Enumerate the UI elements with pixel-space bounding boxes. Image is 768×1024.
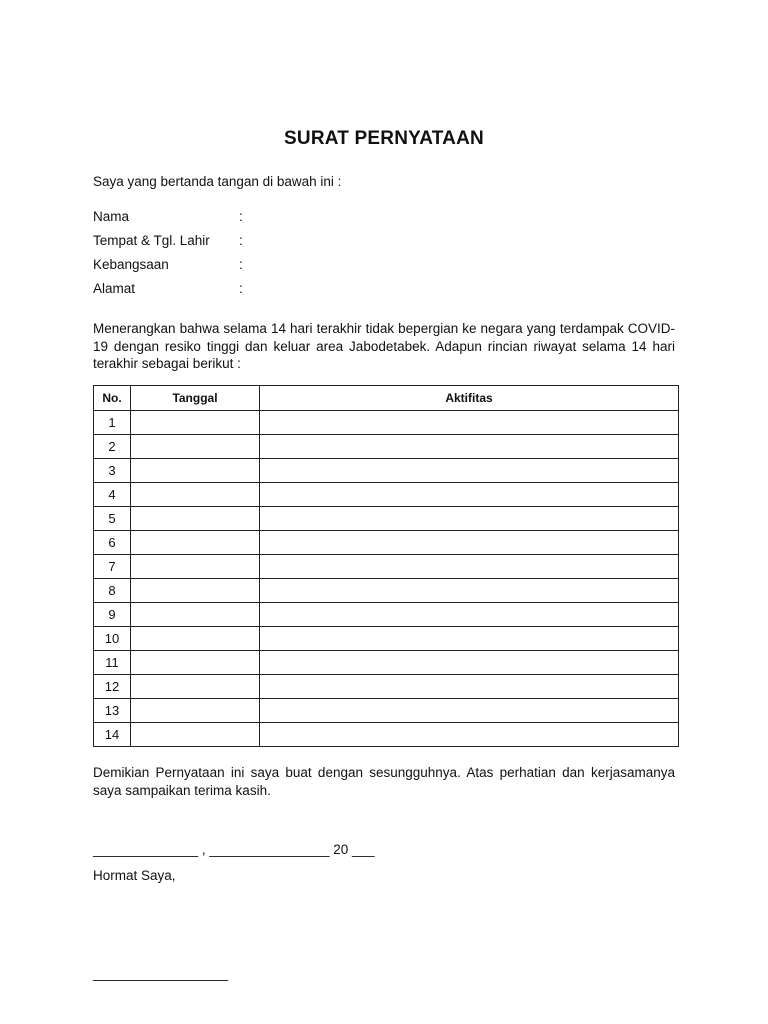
table-row — [94, 579, 679, 603]
field-label: Nama — [93, 209, 130, 224]
date-cell[interactable] — [131, 435, 260, 459]
date-cell[interactable] — [131, 507, 260, 531]
table-row — [94, 627, 679, 651]
date-cell[interactable] — [131, 651, 260, 675]
table-row — [94, 699, 679, 723]
date-cell[interactable] — [131, 411, 260, 435]
row-number: 6 — [94, 531, 131, 555]
identity-fields — [93, 209, 393, 305]
date-cell[interactable] — [131, 555, 260, 579]
table-row — [94, 483, 679, 507]
activity-cell[interactable] — [260, 435, 679, 459]
date-cell[interactable] — [131, 699, 260, 723]
activity-cell[interactable] — [260, 507, 679, 531]
table-header-row — [94, 386, 679, 411]
date-cell[interactable] — [131, 723, 260, 747]
date-cell[interactable] — [131, 603, 260, 627]
row-number: 10 — [94, 627, 131, 651]
row-number: 2 — [94, 435, 131, 459]
activity-cell[interactable] — [260, 459, 679, 483]
row-number: 4 — [94, 483, 131, 507]
document-title: SURAT PERNYATAAN — [284, 128, 484, 149]
header-date: Tanggal — [131, 386, 260, 411]
field-label: Alamat — [93, 281, 136, 296]
activity-cell[interactable] — [260, 579, 679, 603]
table-row — [94, 459, 679, 483]
closing-paragraph: Demikian Pernyataan ini saya buat dengan sesungguhnya. Atas perhatian dan kerjasamanya saya sampaikan terima kasih. — [93, 765, 675, 798]
date-cell[interactable] — [131, 627, 260, 651]
row-number: 14 — [94, 723, 131, 747]
field-label: Tempat & Tgl. Lahir — [93, 233, 210, 248]
row-number: 9 — [94, 603, 131, 627]
activity-cell[interactable] — [260, 675, 679, 699]
table-row — [94, 411, 679, 435]
date-cell[interactable] — [131, 459, 260, 483]
date-cell[interactable] — [131, 531, 260, 555]
row-number: 5 — [94, 507, 131, 531]
row-number: 3 — [94, 459, 131, 483]
activity-cell[interactable] — [260, 699, 679, 723]
table-row — [94, 531, 679, 555]
activity-cell[interactable] — [260, 723, 679, 747]
intro-text: Saya yang bertanda tangan di bawah ini : — [93, 174, 342, 189]
row-number: 12 — [94, 675, 131, 699]
field-label: Kebangsaan — [93, 257, 169, 272]
place-date-line: ______________ , ________________ 20 ___ — [93, 842, 375, 857]
row-number: 7 — [94, 555, 131, 579]
header-activity: Aktifitas — [260, 386, 679, 411]
activity-cell[interactable] — [260, 531, 679, 555]
row-number: 1 — [94, 411, 131, 435]
field-colon: : — [239, 233, 243, 248]
field-colon: : — [239, 257, 243, 272]
table-row — [94, 675, 679, 699]
activity-cell[interactable] — [260, 555, 679, 579]
activity-cell[interactable] — [260, 627, 679, 651]
table-row — [94, 555, 679, 579]
field-colon: : — [239, 209, 243, 224]
table-row — [94, 651, 679, 675]
date-cell[interactable] — [131, 675, 260, 699]
field-nama — [93, 209, 393, 233]
table-row — [94, 603, 679, 627]
activity-cell[interactable] — [260, 411, 679, 435]
table-row — [94, 507, 679, 531]
closing-salutation: Hormat Saya, — [93, 868, 176, 883]
activity-cell[interactable] — [260, 483, 679, 507]
date-cell[interactable] — [131, 483, 260, 507]
table-row — [94, 435, 679, 459]
signature-line: __________________ — [93, 966, 229, 981]
row-number: 8 — [94, 579, 131, 603]
field-tempat-tgl-lahir — [93, 233, 393, 257]
field-alamat — [93, 281, 393, 305]
field-colon: : — [239, 281, 243, 296]
statement-paragraph: Menerangkan bahwa selama 14 hari terakhir tidak bepergian ke negara yang terdampak COVID-19 dengan resiko tinggi dan keluar area Jabodetabek. Adapun rincian riwayat selama 14 hari terakhir sebagai berikut : — [93, 321, 675, 371]
activity-cell[interactable] — [260, 651, 679, 675]
table-row — [94, 723, 679, 747]
field-kebangsaan — [93, 257, 393, 281]
date-cell[interactable] — [131, 579, 260, 603]
activity-table — [93, 385, 679, 747]
header-no: No. — [94, 386, 131, 411]
row-number: 11 — [94, 651, 131, 675]
row-number: 13 — [94, 699, 131, 723]
activity-cell[interactable] — [260, 603, 679, 627]
